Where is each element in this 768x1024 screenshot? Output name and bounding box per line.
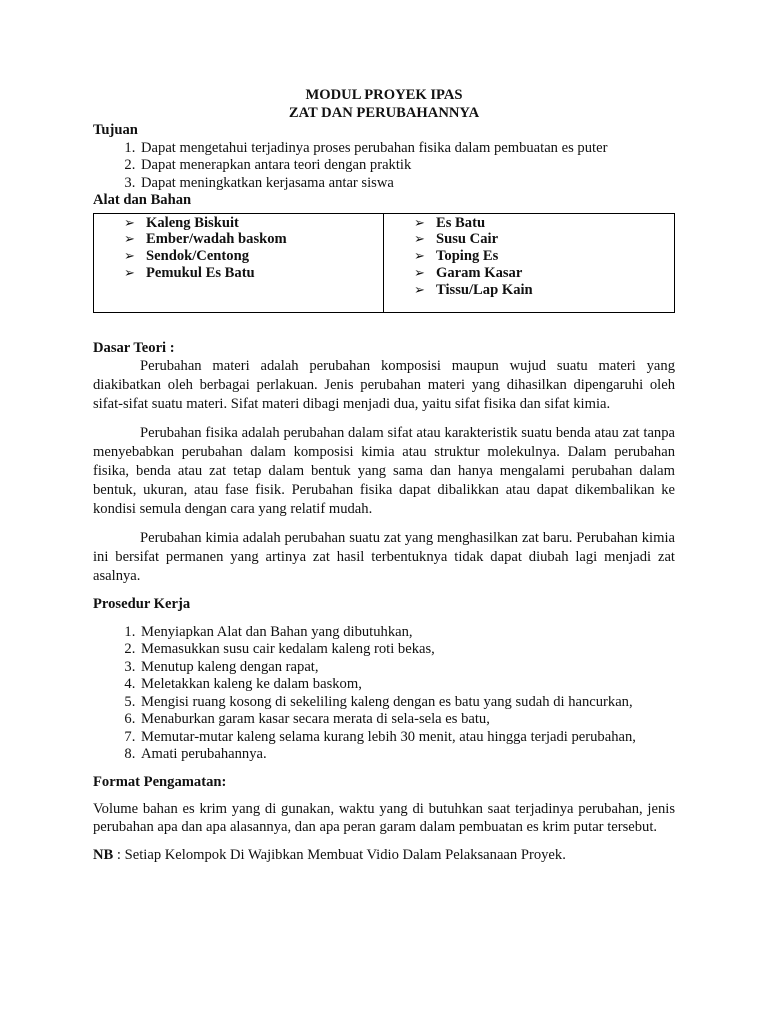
paragraph: Perubahan materi adalah perubahan komposisi maupun wujud suatu materi yang diakibatkan oleh berbagai perlakuan. Jenis perubahan materi yang dihasilkan dipengaruhi oleh sifat-sifat suatu materi. Sifat materi dibagi menjadi dua, yaitu sifat fisika dan sifat kimia. — [93, 358, 675, 412]
arrowhead-bullet-icon: ➢ — [124, 264, 135, 280]
arrowhead-bullet-icon: ➢ — [414, 248, 425, 264]
title-line-2: ZAT DAN PERUBAHANNYA — [288, 104, 480, 121]
arrowhead-bullet-icon: ➢ — [414, 214, 425, 230]
prosedur-heading: Prosedur Kerja — [93, 596, 191, 612]
list-item: 1. Menyiapkan Alat dan Bahan yang dibutuhkan, — [139, 624, 675, 642]
list-item: 1. Dapat mengetahui terjadinya proses perubahan fisika dalam pembuatan es puter — [139, 140, 675, 158]
arrowhead-bullet-icon: ➢ — [124, 248, 135, 264]
arrowhead-bullet-icon: ➢ — [124, 214, 135, 230]
arrowhead-bullet-icon: ➢ — [414, 231, 425, 247]
list-item: ➢ Kaleng Biskuit — [124, 214, 239, 231]
tools-column — [94, 214, 384, 312]
list-item: 7. Memutar-mutar kaleng selama kurang lebih 30 menit, atau hingga terjadi perubahan, — [139, 729, 675, 747]
tujuan-list — [93, 140, 675, 193]
list-item: ➢ Tissu/Lap Kain — [414, 281, 533, 298]
list-item: ➢ Garam Kasar — [414, 264, 523, 281]
arrowhead-bullet-icon: ➢ — [124, 231, 135, 247]
arrowhead-bullet-icon: ➢ — [414, 281, 425, 297]
list-item: 8. Amati perubahannya. — [139, 746, 675, 764]
paragraph: Perubahan kimia adalah perubahan suatu zat yang menghasilkan zat baru. Perubahan kimia ini bersifat permanen yang artinya zat hasil terbentuknya tidak dapat diubah lagi menjadi zat asalnya. — [93, 530, 675, 584]
list-item: 4. Meletakkan kaleng ke dalam baskom, — [139, 676, 675, 694]
alat-bahan-heading: Alat dan Bahan — [93, 192, 192, 208]
list-item: 3. Menutup kaleng dengan rapat, — [139, 659, 675, 677]
list-item: ➢ Toping Es — [414, 248, 499, 265]
materials-table — [93, 213, 675, 313]
tujuan-heading: Tujuan — [93, 122, 138, 138]
list-item: 2. Memasukkan susu cair kedalam kaleng roti bekas, — [139, 641, 675, 659]
nb-label: NB — [93, 847, 114, 863]
list-item: 5. Mengisi ruang kosong di sekeliling kaleng dengan es batu yang sudah di hancurkan, — [139, 694, 675, 712]
list-item: ➢ Susu Cair — [414, 231, 499, 248]
document-page — [93, 87, 675, 865]
nb-note — [93, 846, 675, 865]
list-item: 6. Menaburkan garam kasar secara merata di sela-sela es batu, — [139, 711, 675, 729]
list-item: ➢ Pemukul Es Batu — [124, 264, 255, 281]
prosedur-list — [93, 624, 675, 764]
list-item: 3. Dapat meningkatkan kerjasama antar siswa — [139, 175, 675, 193]
paragraph: Volume bahan es krim yang di gunakan, waktu yang di butuhkan saat terjadinya perubahan, jenis perubahan apa dan apa alasannya, dan apa peran garam dalam pembuatan es krim putar tersebut. — [93, 801, 675, 835]
list-item: ➢ Sendok/Centong — [124, 248, 249, 265]
list-item: 2. Dapat menerapkan antara teori dengan praktik — [139, 157, 675, 175]
list-item: ➢ Ember/wadah baskom — [124, 231, 287, 248]
dasar-teori-heading: Dasar Teori : — [93, 339, 175, 356]
arrowhead-bullet-icon: ➢ — [414, 264, 425, 280]
materials-column — [384, 214, 674, 312]
paragraph: Perubahan fisika adalah perubahan dalam sifat atau karakteristik suatu benda atau zat tanpa menyebabkan perubahan dalam komposisi kimia atau struktur molekulnya. Dalam perubahan fisika, benda atau zat tetap dalam bentuk yang sama dan hanya mengalami perubahan dalam bentuk, ukuran, atau fase fisik. Perubahan fisika dapat dibalikkan atau dapat dikembalikan ke kondisi semula dengan cara yang relatif mudah. — [93, 425, 675, 517]
title-line-1: MODUL PROYEK IPAS — [305, 87, 463, 103]
nb-text: : Setiap Kelompok Di Wajibkan Membuat Vidio Dalam Pelaksanaan Proyek. — [113, 847, 566, 863]
list-item: ➢ Es Batu — [414, 214, 486, 231]
document-title — [93, 87, 675, 122]
format-heading: Format Pengamatan: — [93, 773, 227, 790]
